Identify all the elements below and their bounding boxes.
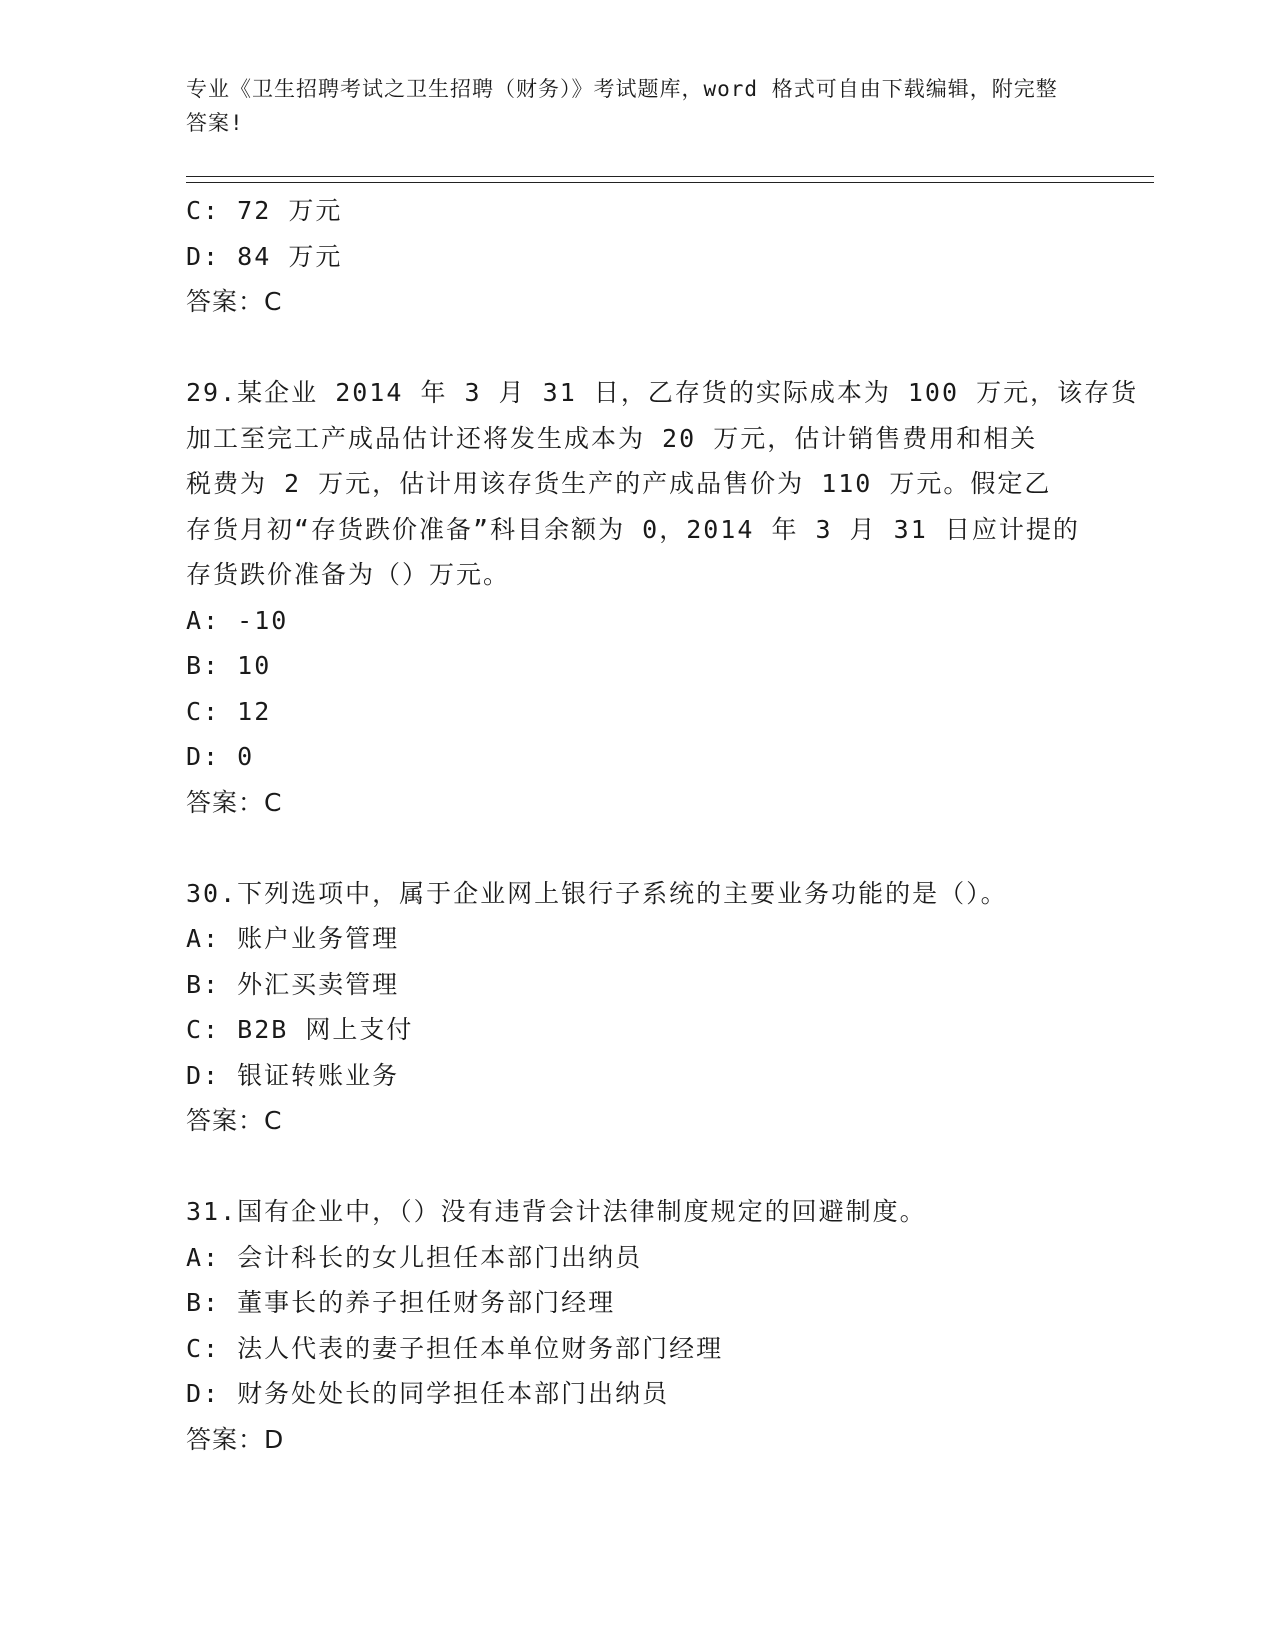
option-c: C: 法人代表的妻子担任本单位财务部门经理 — [186, 1333, 724, 1363]
question-31 — [186, 1189, 1066, 1462]
option-d: D: 银证转账业务 — [186, 1060, 400, 1090]
answer-line: 答案：D — [186, 1424, 285, 1454]
question-stem-line: 31.国有企业中，（）没有违背会计法律制度规定的回避制度。 — [186, 1197, 927, 1226]
question-stem-line: 加工至完工产成品估计还将发生成本为 20 万元，估计销售费用和相关 — [186, 423, 1038, 453]
page-header: 专业《卫生招聘考试之卫生招聘（财务）》考试题库，word 格式可自由下载编辑，附完整答案! — [186, 77, 1058, 135]
option-b: B: 外汇买卖管理 — [186, 969, 400, 999]
question-stem-line: 税费为 2 万元，估计用该存货生产的产成品售价为 110 万元。假定乙 — [186, 469, 1052, 498]
answer-line: 答案：C — [186, 1106, 283, 1135]
option-c: C: 72 万元 — [186, 196, 343, 225]
option-d: D: 84 万元 — [186, 241, 343, 271]
spacer — [186, 325, 1066, 371]
option-c: C: B2B 网上支付 — [186, 1015, 414, 1044]
option-a: A: -10 — [186, 605, 289, 635]
question-content — [186, 188, 1139, 1462]
header-divider — [186, 176, 1154, 183]
question-30 — [186, 871, 1066, 1144]
spacer — [186, 1144, 1066, 1190]
option-c: C: 12 — [186, 696, 272, 726]
option-d: D: 财务处处长的同学担任本部门出纳员 — [186, 1379, 670, 1408]
option-a: A: 会计科长的女儿担任本部门出纳员 — [186, 1242, 643, 1272]
question-stem-line: 存货月初“存货跌价准备”科目余额为 0，2014 年 3 月 31 日应计提的 — [186, 514, 1080, 544]
question-29 — [186, 370, 1139, 825]
spacer — [186, 825, 1066, 871]
question-stem-line: 30.下列选项中，属于企业网上银行子系统的主要业务功能的是（）。 — [186, 878, 1008, 908]
prev-question-block — [186, 188, 1066, 325]
answer-line: 答案：C — [186, 287, 283, 316]
question-stem-line: 存货跌价准备为（）万元。 — [186, 560, 511, 589]
question-stem-line: 29.某企业 2014 年 3 月 31 日，乙存货的实际成本为 100 万元，该存货 — [186, 378, 1139, 407]
option-b: B: 10 — [186, 651, 272, 680]
answer-line: 答案：C — [186, 787, 283, 817]
option-a: A: 账户业务管理 — [186, 924, 400, 953]
option-d: D: 0 — [186, 742, 255, 771]
option-b: B: 董事长的养子担任财务部门经理 — [186, 1288, 616, 1317]
